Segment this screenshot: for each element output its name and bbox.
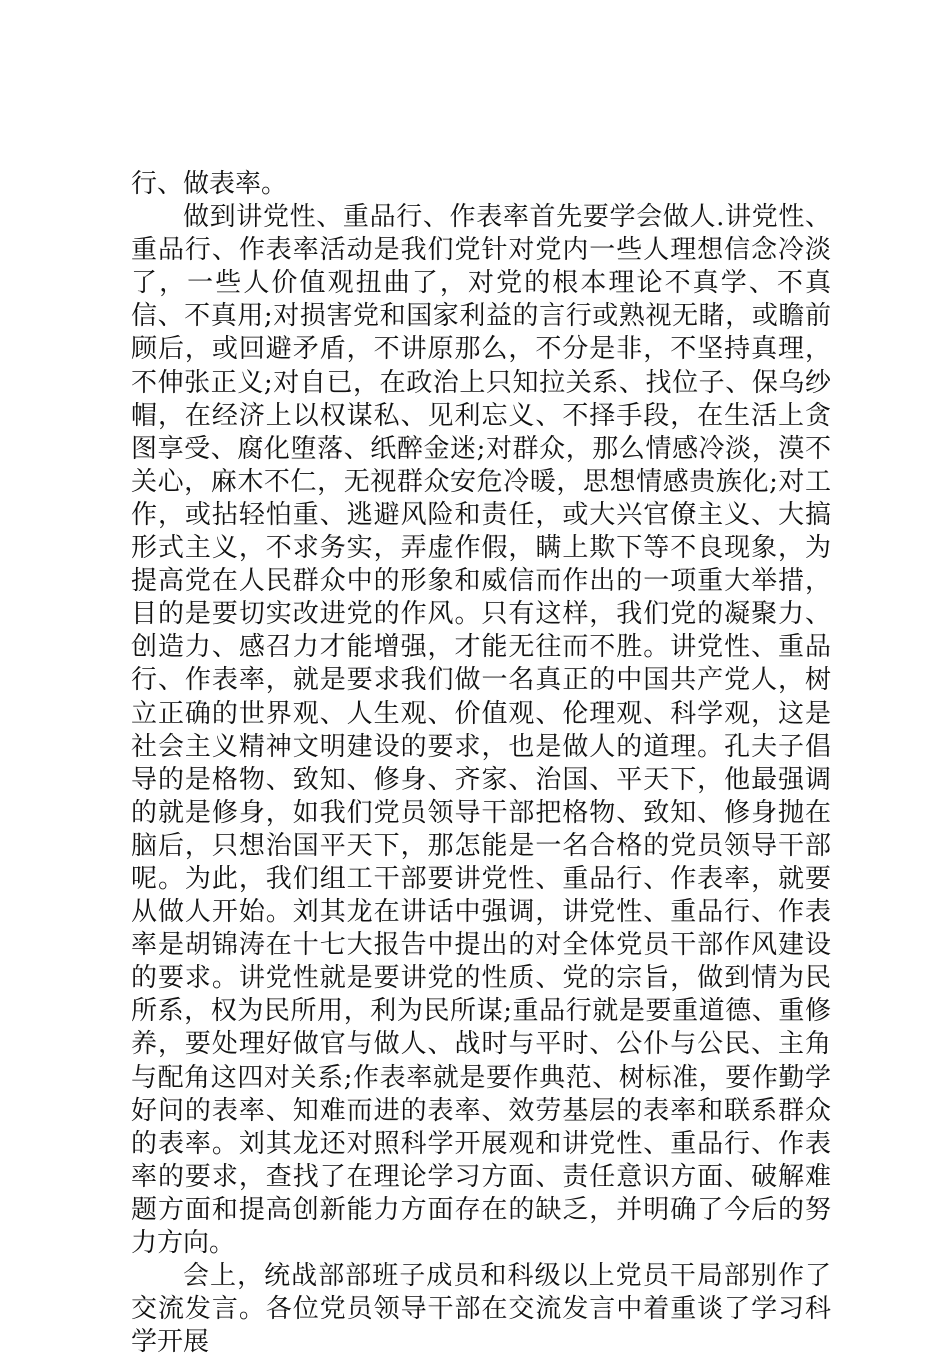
paragraph-meeting: 会上，统战部部班子成员和科级以上党员干局部别作了交流发言。各位党员领导干部在交流发言中着重谈了学习科学开展 (131, 1261, 831, 1358)
paragraph-main: 做到讲党性、重品行、作表率首先要学会做人.讲党性、重品行、作表率活动是我们党针对党内一些人理想信念冷淡了，一些人价值观扭曲了，对党的根本理论不真学、不真信、不真用;对损害党和国家利益的言行或熟视无睹，或瞻前顾后，或回避矛盾，不讲原那么，不分是非，不坚持真理，不伸张正义;对自已，在政治上只知拉关系、找位子、保乌纱帽，在经济上以权谋私、见利忘义、不择手段，在生活上贪图享受、腐化堕落、纸醉金迷;对群众，那么情感冷淡，漠不关心，麻木不仁，无视群众安危冷暖，思想情感贵族化;对工作，或拈轻怕重、逃避风险和责任，或大兴官僚主义、大搞形式主义，不求务实，弄虚作假，瞒上欺下等不良现象，为提高党在人民群众中的形象和威信而作出的一项重大举措，目的是要切实改进党的作风。只有这样，我们党的凝聚力、创造力、感召力才能增强，才能无往而不胜。讲党性、重品行、作表率，就是要求我们做一名真正的中国共产党人，树立正确的世界观、人生观、价值观、伦理观、科学观，这是社会主义精神文明建设的要求，也是做人的道理。孔夫子倡导的是格物、致知、修身、齐家、治国、平天下，他最强调的就是修身，如我们党员领导干部把格物、致知、修身抛在脑后，只想治国平天下，那怎能是一名合格的党员领导干部呢。为此，我们组工干部要讲党性、重品行、作表率，就要从做人开始。刘其龙在讲话中强调，讲党性、重品行、作表率是胡锦涛在十七大报告中提出的对全体党员干部作风建设的要求。讲党性就是要讲党的性质、党的宗旨，做到情为民所系，权为民所用，利为民所谋;重品行就是要重道德、重修养，要处理好做官与做人、战时与平时、公仆与公民、主角与配角这四对关系;作表率就是要作典范、树标准，要作勤学好问的表率、知难而进的表率、效劳基层的表率和联系群众的表率。刘其龙还对照科学开展观和讲党性、重品行、作表率的要求，查找了在理论学习方面、责任意识方面、破解难题方面和提高创新能力方面存在的缺乏，并明确了今后的努力方向。 (131, 202, 831, 1258)
body-text (131, 168, 831, 1359)
paragraph-continuation: 行、做表率。 (131, 169, 288, 199)
